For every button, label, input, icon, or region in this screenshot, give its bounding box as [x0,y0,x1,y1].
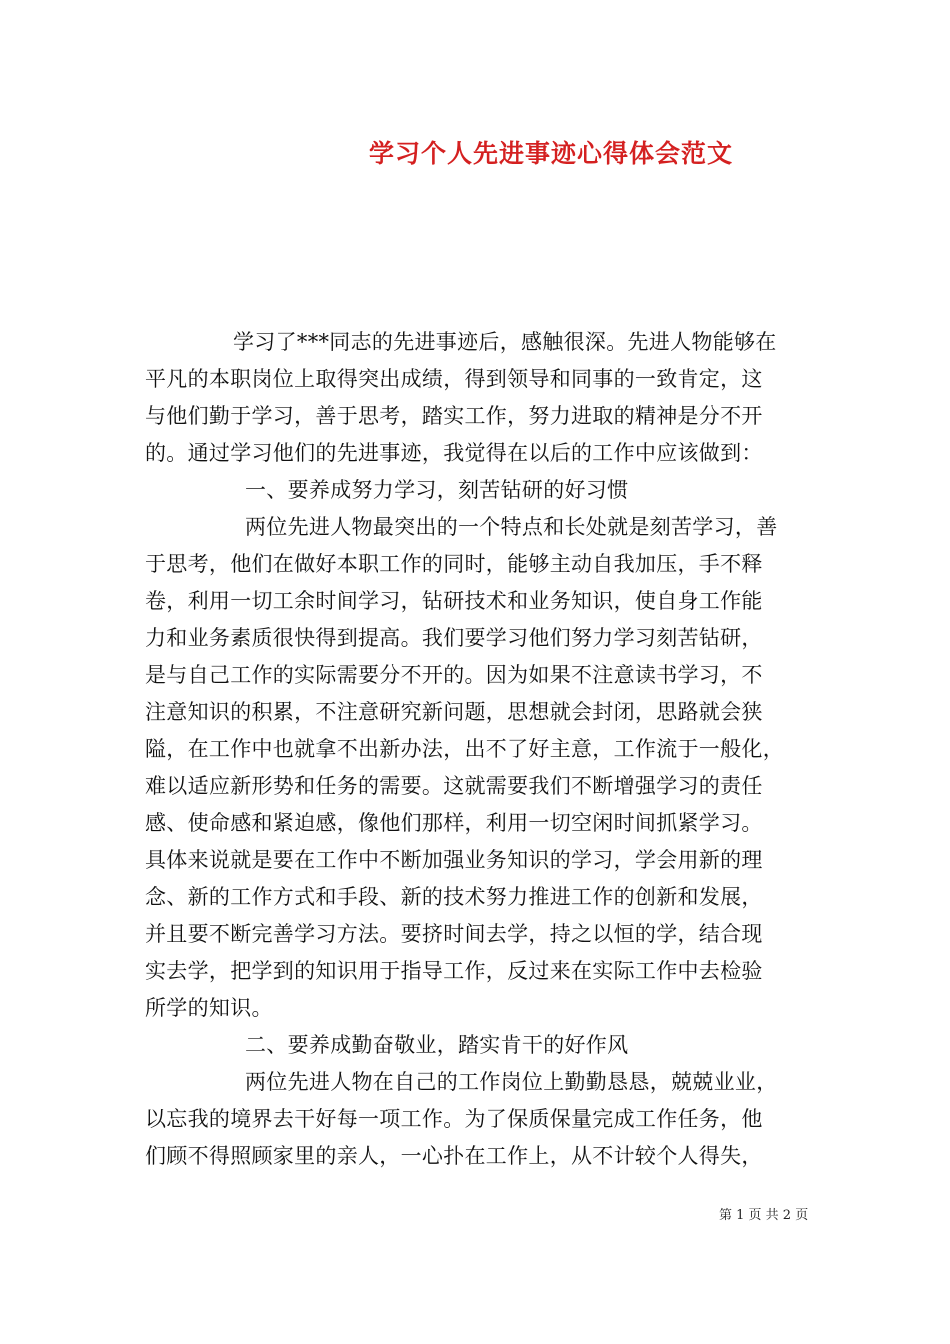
paragraph-line: 所学的知识。 [145,996,273,1020]
paragraph-line: 注意知识的积累，不注意研究新问题，思想就会封闭，思路就会狭 [145,700,763,724]
paragraph-line: 学习了***同志的先进事迹后，感触很深。先进人物能够在 [233,330,777,354]
paragraph-line: 并且要不断完善学习方法。要挤时间去学，持之以恒的学，结合现 [145,922,763,946]
paragraph-line: 于思考，他们在做好本职工作的同时，能够主动自我加压，手不释 [145,552,763,576]
paragraph-line: 隘，在工作中也就拿不出新办法，出不了好主意，工作流于一般化， [145,737,784,761]
section-heading-1: 一、要养成努力学习，刻苦钻研的好习惯 [245,478,629,502]
page-number-footer: 第 1 页 共 2 页 [719,1208,809,1223]
paragraph-line: 难以适应新形势和任务的需要。这就需要我们不断增强学习的责任 [145,774,763,798]
document-title: 学习个人先进事迹心得体会范文 [368,139,733,168]
paragraph-line: 两位先进人物在自己的工作岗位上勤勤恳恳，兢兢业业， [245,1070,778,1094]
paragraph-line: 实去学，把学到的知识用于指导工作，反过来在实际工作中去检验 [145,959,763,983]
paragraph-line: 与他们勤于学习，善于思考，踏实工作，努力进取的精神是分不开 [145,404,763,428]
paragraph-line: 两位先进人物最突出的一个特点和长处就是刻苦学习，善 [245,515,778,539]
paragraph-line: 平凡的本职岗位上取得突出成绩，得到领导和同事的一致肯定，这 [145,367,763,391]
section-heading-2: 二、要养成勤奋敬业，踏实肯干的好作风 [245,1033,629,1057]
paragraph-line: 力和业务素质很快得到提高。我们要学习他们努力学习刻苦钻研， [145,626,763,650]
paragraph-line: 念、新的工作方式和手段、新的技术努力推进工作的创新和发展， [145,885,763,909]
document-body [145,324,815,1175]
paragraph-line: 以忘我的境界去干好每一项工作。为了保质保量完成工作任务，他 [145,1107,763,1131]
paragraph-line: 卷，利用一切工余时间学习，钻研技术和业务知识，使自身工作能 [145,589,763,613]
paragraph-line: 的。通过学习他们的先进事迹，我觉得在以后的工作中应该做到： [145,441,763,465]
paragraph-line: 具体来说就是要在工作中不断加强业务知识的学习，学会用新的理 [145,848,763,872]
paragraph-line: 感、使命感和紧迫感，像他们那样，利用一切空闲时间抓紧学习。 [145,811,763,835]
paragraph-line: 们顾不得照顾家里的亲人，一心扑在工作上，从不计较个人得失， [145,1144,763,1168]
paragraph-line: 是与自己工作的实际需要分不开的。因为如果不注意读书学习，不 [145,663,763,687]
